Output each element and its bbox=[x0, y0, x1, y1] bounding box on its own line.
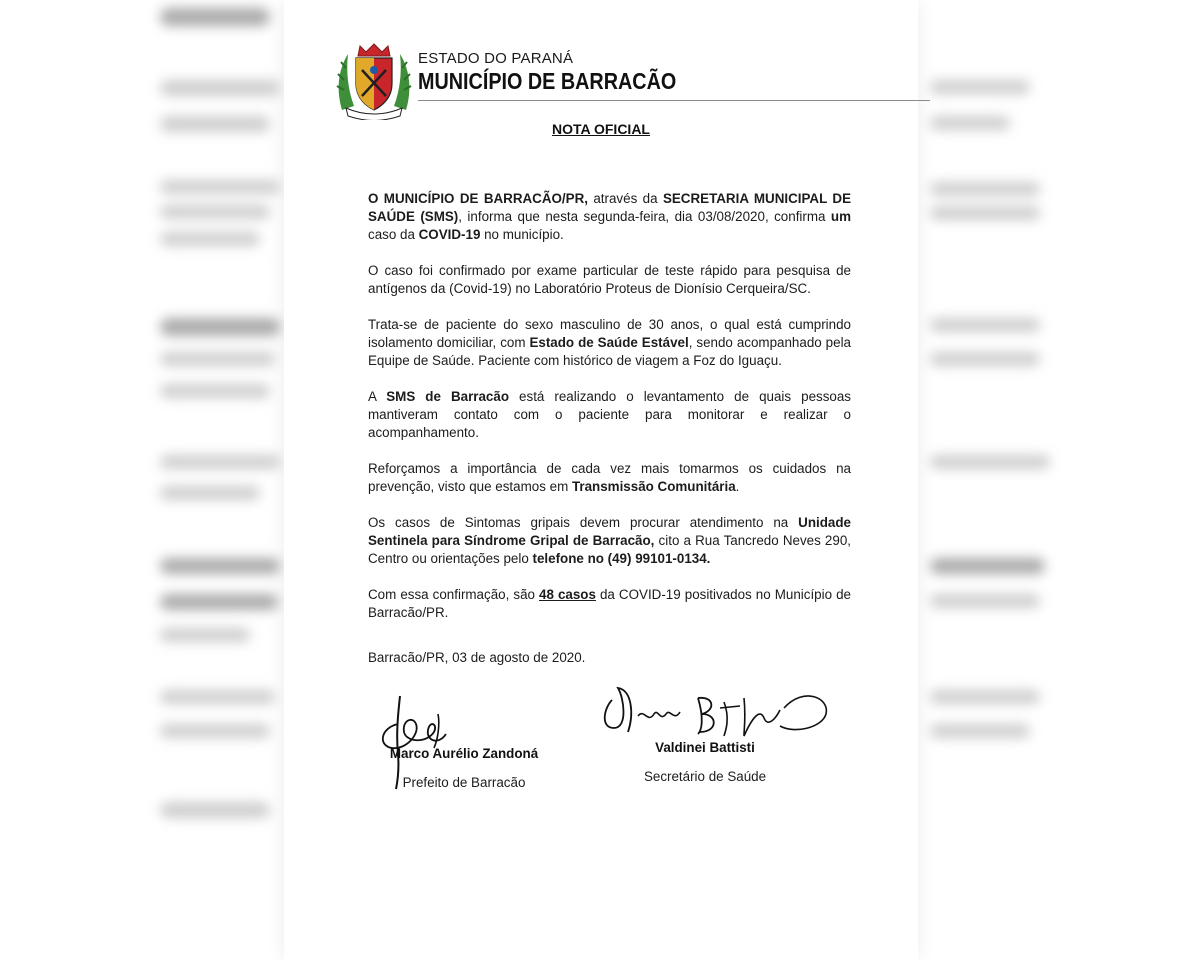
official-note-document bbox=[284, 0, 918, 960]
signature-secretary bbox=[620, 740, 790, 784]
signatory-name: Valdinei Battisti bbox=[655, 740, 755, 755]
letterhead bbox=[334, 40, 884, 120]
municipality-name: MUNICÍPIO DE BARRACÃO bbox=[418, 68, 677, 94]
text: através da bbox=[587, 191, 663, 206]
signature-area bbox=[368, 676, 838, 806]
text: caso da bbox=[368, 227, 419, 242]
document-body bbox=[368, 190, 851, 640]
document-title: NOTA OFICIAL bbox=[552, 121, 650, 137]
text: está realizando o levantamento de quais pessoas mantiveram contato com o paciente para monitorar e realizar o acompanhamento. bbox=[368, 389, 851, 440]
signatory-name: Marco Aurélio Zandoná bbox=[389, 746, 539, 761]
municipal-crest-icon bbox=[334, 40, 414, 120]
signatory-role: Prefeito de Barracão bbox=[402, 775, 526, 790]
header-divider bbox=[418, 100, 930, 101]
paragraph-prevention bbox=[368, 460, 851, 496]
state-name: ESTADO DO PARANÁ bbox=[418, 50, 574, 67]
bold-text: O MUNICÍPIO DE BARRACÃO/PR, bbox=[368, 191, 588, 206]
text: Com essa confirmação, são bbox=[368, 587, 540, 602]
case-count: 48 casos bbox=[539, 587, 596, 602]
date-line: Barracão/PR, 03 de agosto de 2020. bbox=[368, 650, 586, 665]
bold-text: Unidade Sentinela para Síndrome Gripal de Barracão, bbox=[368, 515, 851, 548]
bold-text: Transmissão Comunitária bbox=[571, 479, 736, 494]
signature-mayor bbox=[374, 746, 554, 790]
signatory-role: Secretário de Saúde bbox=[643, 769, 767, 784]
paragraph-test-info: O caso foi confirmado por exame particular de teste rápido para pesquisa de antígenos da (Covid-19) no Laboratório Proteus de Dionísio Cerqueira/SC. bbox=[368, 263, 851, 296]
text: cito a Rua Tancredo Neves 290, Centro ou orientações pelo bbox=[368, 533, 851, 566]
text: no município. bbox=[480, 227, 564, 242]
text: A bbox=[368, 389, 387, 404]
bold-text: COVID-19 bbox=[418, 227, 481, 242]
text: , sendo acompanhado pela Equipe de Saúde. Paciente com histórico de viagem a Foz do Iguaçu. bbox=[368, 335, 851, 368]
text: Reforçamos a importância de cada vez mais tomarmos os cuidados na prevenção, visto que estamos em bbox=[368, 461, 851, 494]
paragraph-care-guidance bbox=[368, 514, 851, 568]
paragraph-case-count bbox=[368, 586, 851, 622]
paragraph-announcement bbox=[368, 190, 851, 244]
text: da COVID-19 positivados no Município de Barracão/PR. bbox=[368, 587, 851, 620]
bold-text: SECRETARIA MUNICIPAL DE SAÚDE (SMS) bbox=[368, 191, 852, 224]
text: , informa que nesta segunda-feira, dia 03/08/2020, confirma bbox=[458, 209, 831, 224]
text: . bbox=[735, 479, 740, 494]
signature-secretary-icon bbox=[594, 678, 834, 748]
bold-text: um bbox=[830, 209, 852, 224]
paragraph-contact-tracing bbox=[368, 388, 851, 442]
bold-text: SMS de Barracão bbox=[386, 389, 510, 404]
paragraph-patient-info bbox=[368, 316, 851, 370]
text: Os casos de Sintomas gripais devem procurar atendimento na bbox=[368, 515, 799, 530]
text: Trata-se de paciente do sexo masculino de 30 anos, o qual está cumprindo isolamento domiciliar, com bbox=[368, 317, 851, 350]
bold-text: Estado de Saúde Estável bbox=[529, 335, 689, 350]
bold-text: telefone no (49) 99101-0134. bbox=[532, 551, 711, 566]
